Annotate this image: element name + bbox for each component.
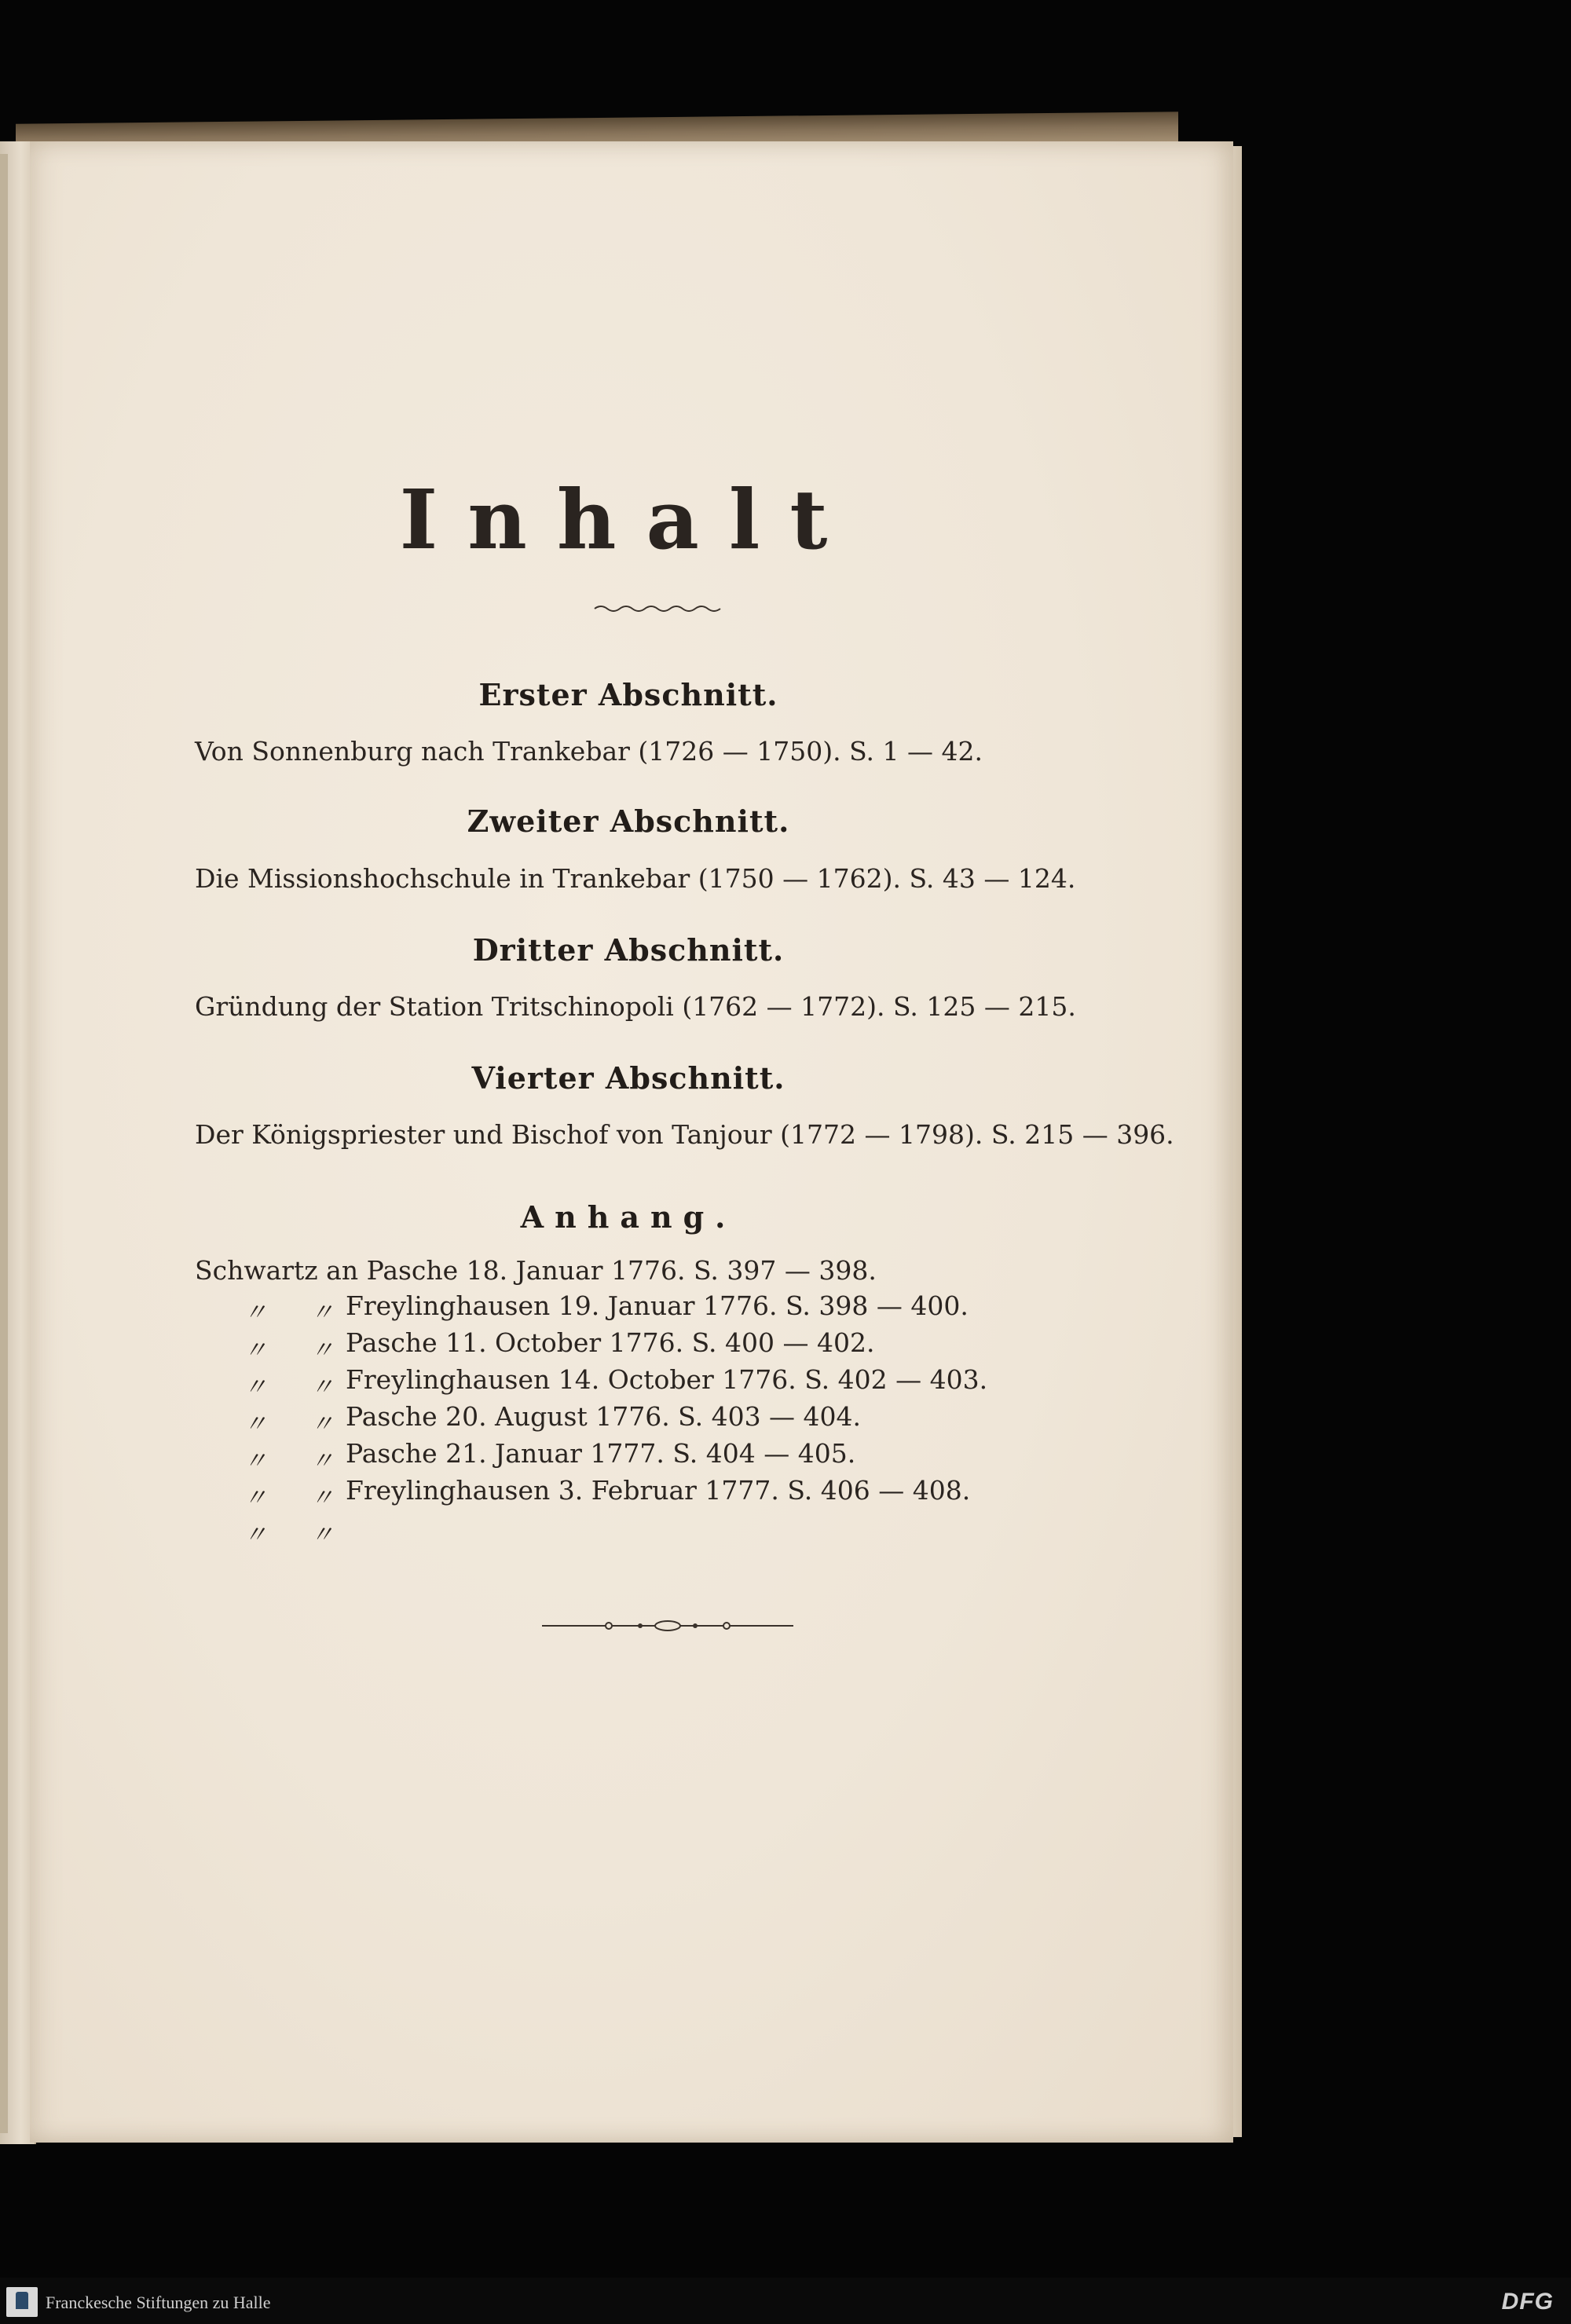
ditto-mark: 〃 xyxy=(244,1521,267,1549)
left-leaf-edge xyxy=(0,154,8,2133)
appendix-line-5: Pasche 21. Januar 1777. S. 404 — 405. xyxy=(346,1438,856,1469)
ditto-mark: 〃 xyxy=(310,1521,334,1549)
ditto-mark: 〃 xyxy=(310,1447,334,1475)
dfg-logo: DFG xyxy=(1501,2289,1554,2315)
ditto-mark: 〃 xyxy=(310,1299,334,1327)
toc-entry-1: Von Sonnenburg nach Trankebar (1726 — 1750). S. 1 — 42. xyxy=(195,736,983,767)
toc-entry-4: Der Königspriester und Bischof von Tanjour (1772 — 1798). S. 215 — 396. xyxy=(195,1119,1174,1150)
toc-entry-3: Gründung der Station Tritschinopoli (1762 — 1772). S. 125 — 215. xyxy=(195,991,1076,1022)
footer-institution-name: Franckesche Stiftungen zu Halle xyxy=(46,2293,271,2312)
ditto-mark: 〃 xyxy=(310,1374,334,1401)
appendix-line-1: Freylinghausen 19. Januar 1776. S. 398 — 400. xyxy=(346,1290,969,1321)
ditto-mark: 〃 xyxy=(244,1299,267,1327)
ditto-mark: 〃 xyxy=(244,1447,267,1475)
appendix-line-3: Freylinghausen 14. October 1776. S. 402 — 403. xyxy=(346,1364,988,1395)
appendix-heading: Anhang. xyxy=(520,1199,737,1235)
appendix-line-2: Pasche 11. October 1776. S. 400 — 402. xyxy=(346,1327,875,1358)
ditto-mark: 〃 xyxy=(310,1337,334,1364)
section-heading-3: Dritter Abschnitt. xyxy=(472,932,785,968)
section-heading-4: Vierter Abschnitt. xyxy=(471,1060,786,1096)
appendix-first-line: Schwartz an Pasche 18. Januar 1776. S. 397 — 398. xyxy=(195,1255,877,1286)
ditto-mark: 〃 xyxy=(244,1337,267,1364)
ditto-mark: 〃 xyxy=(244,1374,267,1401)
end-ornament xyxy=(542,1614,793,1638)
appendix-line-6: Freylinghausen 3. Februar 1777. S. 406 — 408. xyxy=(346,1475,971,1506)
institution-logo-mark-icon xyxy=(16,2292,28,2309)
appendix-line-4: Pasche 20. August 1776. S. 403 — 404. xyxy=(346,1401,862,1432)
ditto-mark: 〃 xyxy=(244,1484,267,1512)
page-title: Inhalt xyxy=(399,471,858,568)
toc-entry-2: Die Missionshochschule in Trankebar (1750 — 1762). S. 43 — 124. xyxy=(195,863,1076,894)
ditto-mark: 〃 xyxy=(310,1411,334,1438)
title-flourish xyxy=(593,603,727,614)
section-heading-1: Erster Abschnitt. xyxy=(478,677,778,712)
section-heading-2: Zweiter Abschnitt. xyxy=(467,803,790,839)
ditto-mark: 〃 xyxy=(244,1411,267,1438)
ditto-mark: 〃 xyxy=(310,1484,334,1512)
